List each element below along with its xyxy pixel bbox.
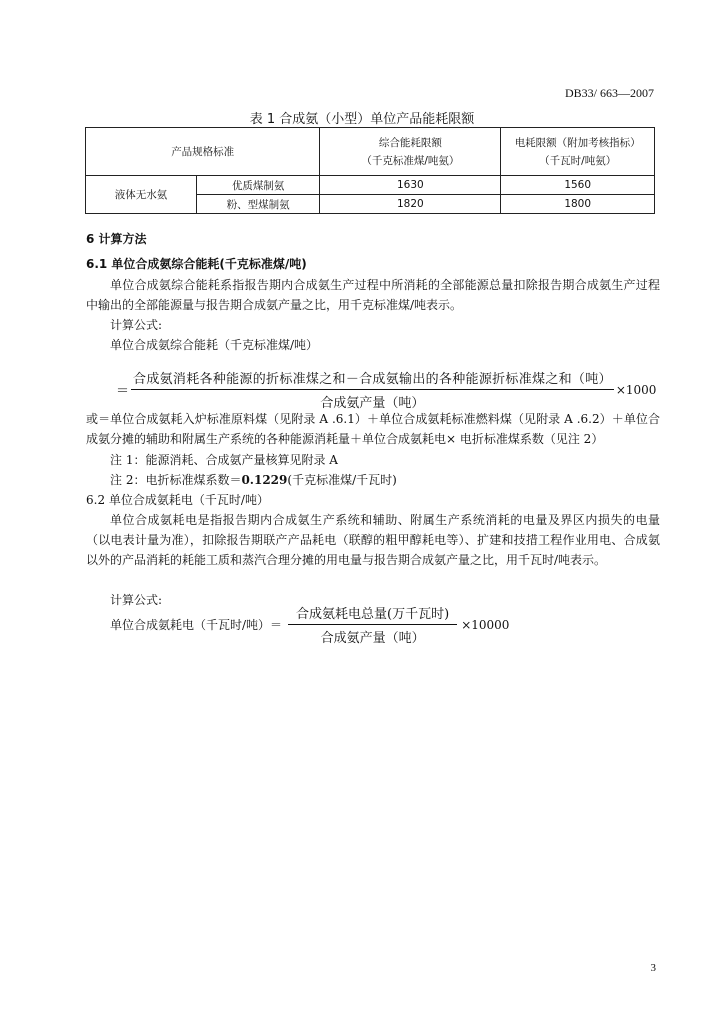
header-electricity-limit-line1: 电耗限额（附加考核指标） [514, 136, 641, 149]
formula-label-6-2: 计算公式: [110, 593, 163, 607]
numerator-6-2: 合成氨耗电总量(万千瓦时) [288, 603, 457, 625]
formula-6-1 [116, 368, 656, 411]
multiplier-6-2: ×10000 [461, 617, 510, 632]
denominator-6-2: 合成氨产量（吨） [320, 631, 425, 646]
note-2-value: 0.1229 [241, 473, 288, 487]
formula-label-6-1: 计算公式: [110, 318, 163, 332]
note-2 [110, 471, 397, 488]
header-comprehensive-limit-unit: （千克标准煤/吨氨） [361, 154, 460, 167]
page-number: 3 [650, 962, 656, 974]
formula-alternative: 或＝单位合成氨耗入炉标准原料煤（见附录 A .6.1）＋单位合成氨耗标准燃料煤（见附录 A .6.2）＋单位合成氨分摊的辅助和附属生产系统的各种能源消耗量＋单位合成氨耗电× 电折标准煤系数（见注 2） [86, 412, 660, 446]
row-label: 粉、型煤制氨 [197, 195, 320, 214]
section-6-2-paragraph: 单位合成氨耗电是指报告期内合成氨生产系统和辅助、附属生产系统消耗的电量及界区内损失的电量（以电表计量为准），扣除报告期联产产品耗电（联醇的粗甲醇耗电等）、扩建和技措工程作业用电、合成氨以外的产品消耗的耗能工质和蒸汽合理分摊的用电量与报告期合成氨产量之比，用千瓦时/吨表示。 [86, 513, 660, 567]
header-product-spec: 产品规格标准 [86, 128, 320, 176]
row-value-comprehensive: 1630 [320, 176, 501, 195]
section-6-1-heading: 6.1 单位合成氨综合能耗(千克标准煤/吨) [86, 257, 307, 271]
section-6-2-heading: 6.2 单位合成氨耗电（千瓦时/吨） [86, 493, 269, 507]
row-value-electricity: 1560 [501, 176, 655, 195]
multiplier-6-1: ×1000 [615, 382, 657, 397]
formula-6-2-lhs: 单位合成氨耗电（千瓦时/吨）＝ [110, 618, 283, 632]
table-title: 表 1 合成氨（小型）单位产品能耗限额 [249, 112, 475, 127]
denominator-6-1: 合成氨产量（吨） [320, 396, 425, 411]
energy-limit-table [85, 127, 655, 214]
row-value-electricity: 1800 [501, 195, 655, 214]
row-label: 优质煤制氨 [197, 176, 320, 195]
table-row [86, 176, 655, 195]
formula-title-6-1: 单位合成氨综合能耗（千克标准煤/吨） [110, 338, 319, 352]
note-2-unit: (千克标准煤/千瓦时) [287, 473, 397, 487]
row-value-comprehensive: 1820 [320, 195, 501, 214]
numerator-6-1: 合成氨消耗各种能源的折标准煤之和－合成氨输出的各种能源折标准煤之和（吨） [131, 368, 614, 390]
header-electricity-limit [501, 128, 655, 176]
fraction-6-1 [131, 368, 614, 411]
section-6-heading: 6 计算方法 [86, 232, 147, 246]
formula-6-2 [110, 603, 509, 646]
section-6-1-paragraph: 单位合成氨综合能耗系指报告期内合成氨生产过程中所消耗的全部能源总量扣除报告期合成氨生产过程中输出的全部能源量与报告期合成氨产量之比，用千克标准煤/吨表示。 [86, 278, 660, 312]
header-comprehensive-limit [320, 128, 501, 176]
header-comprehensive-limit-line1: 综合能耗限额 [378, 136, 442, 149]
fraction-6-2 [288, 603, 457, 646]
document-code: DB33/ 663—2007 [564, 86, 654, 100]
equals-sign: ＝ [116, 384, 130, 399]
note-1: 注 1：能源消耗、合成氨产量核算见附录 A [110, 453, 338, 467]
note-2-prefix: 注 2：电折标准煤系数＝ [110, 473, 242, 487]
header-electricity-limit-unit: （千瓦时/吨氨） [539, 154, 617, 167]
group-label: 液体无水氨 [86, 176, 197, 214]
